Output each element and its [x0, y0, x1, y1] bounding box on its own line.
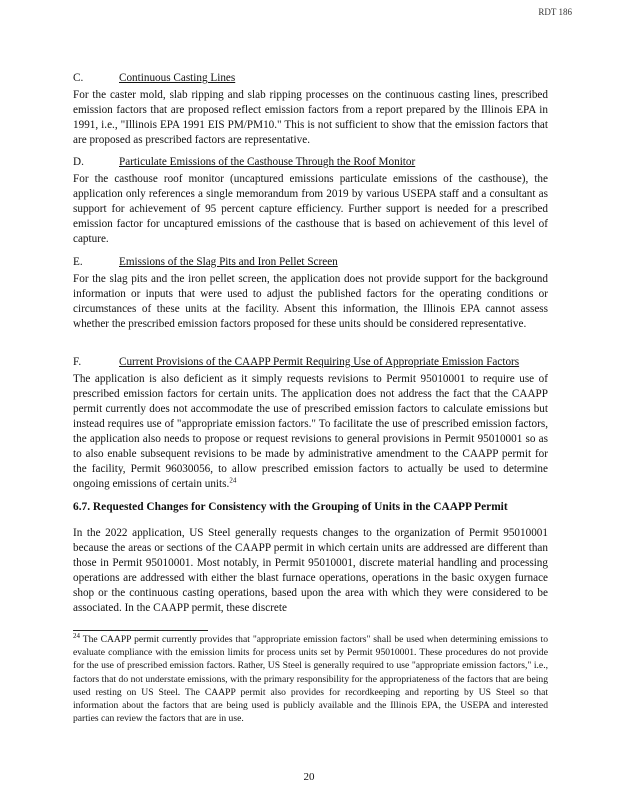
- section-body: For the caster mold, slab ripping and slab ripping processes on the continuous casting lines, prescribed emission factors that are proposed reflect emission factors from a report prepared by the Illinois EPA in 1991, i.e., "Illinois EPA 1991 EIS PM/PM10." This is not sufficient to show that the emission factors that are proposed as prescribed factors are representative.: [73, 89, 548, 146]
- section-heading: [73, 71, 548, 86]
- footnote: [73, 633, 548, 725]
- section-letter: C.: [73, 72, 84, 84]
- section-title: Current Provisions of the CAAPP Permit Requiring Use of Appropriate Emission Factors: [119, 356, 520, 368]
- section-body: [73, 372, 548, 492]
- section-title: Continuous Casting Lines: [119, 72, 236, 84]
- section-d: [73, 155, 548, 247]
- document-id: RDT 186: [538, 7, 572, 17]
- section-title: Emissions of the Slag Pits and Iron Pellet Screen: [119, 256, 338, 268]
- page-number: 20: [303, 771, 315, 783]
- section-title: Particulate Emissions of the Casthouse Through the Roof Monitor: [119, 156, 416, 168]
- section-e: [73, 255, 548, 332]
- subsection-heading: 6.7. Requested Changes for Consistency with the Grouping of Units in the CAAPP Permit: [73, 501, 508, 513]
- section-body: For the slag pits and the iron pellet screen, the application does not provide support for the background information or inputs that were used to adjust the published factors for the operating conditions or circumstances of these units at the facility. Absent this information, the Illinois EPA cannot assess whether the prescribed emission factors proposed for these units should be considered representative.: [73, 273, 548, 330]
- footnote-reference[interactable]: 24: [229, 476, 237, 485]
- subsection-body-block: [73, 526, 548, 616]
- section-letter: E.: [73, 256, 83, 268]
- section-heading: [73, 155, 548, 170]
- section-heading: [73, 255, 548, 270]
- footnote-marker: 24: [73, 631, 80, 640]
- footnote-text: The CAAPP permit currently provides that "appropriate emission factors" shall be used when determining emissions to evaluate compliance with the emission limits for process units set by Permit 95010001. These procedures do not provide for the use of prescribed emission factors. Rather, US Steel is generally required to use "appropriate emission factors," i.e., factors that do not understate emissions, with the primary responsibility for the appropriateness of the factors that are being used resting on US Steel. The CAAPP permit also provides for recordkeeping and reporting by US Steel so that information about the factors that are being used is publicly available and the Illinois EPA, the USEPA and interested parties can review the factors that are in use.: [73, 634, 548, 725]
- section-body-text: The application is also deficient as it simply requests revisions to Permit 95010001 to require use of prescribed emission factors for certain units. The application does not address the fact that the CAAPP permit currently does not accommodate the use of prescribed emission factors to calculate emissions but instead requires use of "appropriate emission factors." To facilitate the use of prescribed emission factors, the application also needs to propose or request revisions to general provisions in Permit 95010001 so as to also enable subsequent revisions to be made by administrative amendment to the CAAPP permit for the facility, Permit 96030056, to allow prescribed emission factors to actually be used to determine ongoing emissions of certain units.: [73, 373, 548, 490]
- section-body: For the casthouse roof monitor (uncaptured emissions particulate emissions of the casthouse), the application only references a single memorandum from 2019 by various USEPA staff and a consultant as support for achievement of 95 percent capture efficiency. Further support is needed for a prescribed emission factor for uncaptured emissions of the casthouse that is based on achievement of this level of capture.: [73, 173, 548, 245]
- section-letter: D.: [73, 156, 84, 168]
- section-c: [73, 71, 548, 148]
- subsection-body: In the 2022 application, US Steel generally requests changes to the organization of Permit 95010001 because the areas or sections of the CAAPP permit in which certain units are addressed are different than those in Permit 95010001. Most notably, in Permit 95010001, discrete material handling and processing operations are addressed with either the blast furnace operations, operations in the basic oxygen furnace shop or the continuous casting operations, based upon the area with which they were considered to be associated. In the CAAPP permit, these discrete: [73, 527, 548, 614]
- section-heading: [73, 355, 548, 370]
- section-f: [73, 355, 548, 492]
- section-letter: F.: [73, 356, 82, 368]
- footnote-divider: [73, 630, 208, 631]
